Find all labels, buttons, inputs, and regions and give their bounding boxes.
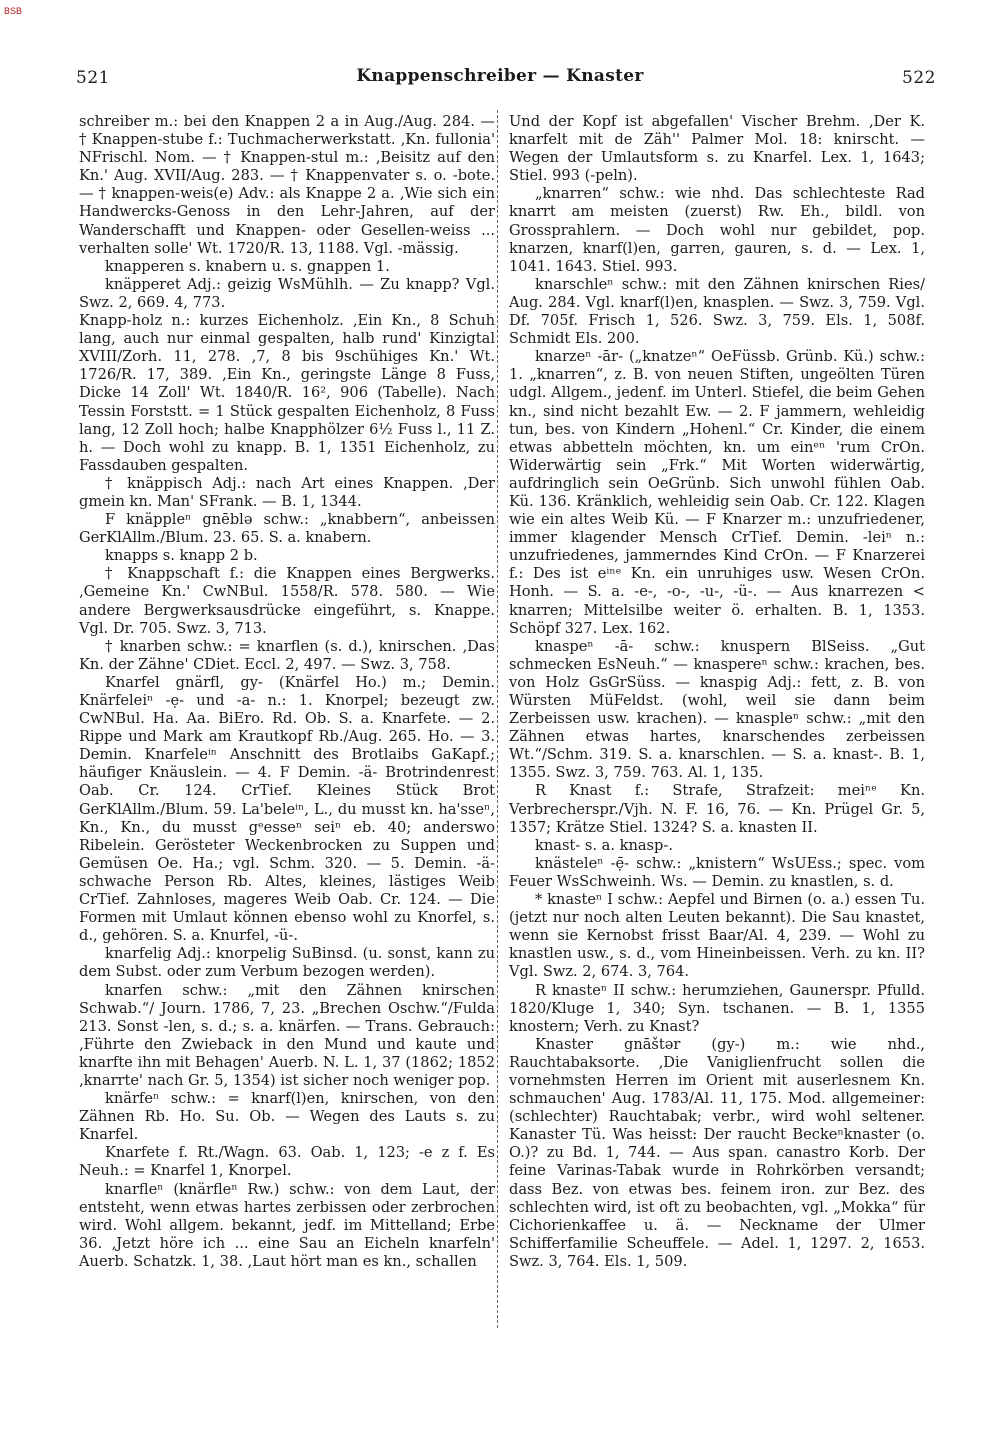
dictionary-entry: † knäppisch Adj.: nach Art eines Knappen. ‚Der gmein kn. Man' SFrank. — B. 1, 1344. — [79, 474, 495, 510]
dictionary-entry: knarfen schw.: „mit den Zähnen knirschen Schwab.“/ Journ. 1786, 7, 23. „Brechen Oschw.“/Fulda 213. Sonst -len, s. d.; s. a. knärfen. — Trans. Gebrauch: ‚Führte den Zwieback in den Mund und kaute und knarfte ihn mit Behagen' Auerb. N. L. 1, 37 (1862; 1852 ‚knarrte' nach Gr. 5, 1354) ist sicher noch weniger pop. — [79, 981, 495, 1089]
dictionary-entry: Knaster gnāštər (gy-) m.: wie nhd., Rauchtabaksorte. ‚Die Vaniglienfrucht sollen die vornehmsten Herren im Orient mit auserlesnem Kn. schmauchen' Aug. 1783/Al. 11, 175. Mod. allgemeiner: (schlechter) Rauchtabak; verbr., wird wohl seltener. Kanaster Tü. Was heisst: Der raucht Beckeⁿknaster (o. O.)? zu Bd. 1, 744. — Aus span. canastro Korb. Der feine Varinas-Tabak wurde in Rohrkörben versandt; dass Bez. von etwas bes. feinem iron. zur Bez. des schlechten wird, ist oft zu beobachten, vgl. „Mokka“ für Cichorienkaffee u. ä. — Neckname der Ulmer Schifferfamilie Scheuffele. — Adel. 1, 1297. 2, 1653. Swz. 3, 764. Els. 1, 509. — [509, 1035, 925, 1270]
dictionary-entry: Und der Kopf ist abgefallen' Vischer Brehm. ‚Der K. knarfelt mit de Zäh'' Palmer Mol. 18: knirscht. — Wegen der Umlautsform s. zu Knarfel. Lex. 1, 1643; Stiel. 993 (-peln). — [509, 113, 925, 185]
dictionary-entry: knäpperet Adj.: geizig WsMühlh. — Zu knapp? Vgl. Swz. 2, 669. 4, 773. — [79, 275, 495, 311]
dictionary-entry: knapps s. knapp 2 b. — [105, 547, 258, 565]
dictionary-entry: knarfelig Adj.: knorpelig SuBinsd. (u. sonst, kann zu dem Subst. oder zum Verbum bezogen werden). — [79, 945, 495, 981]
dictionary-entry: Knarfel gnärfl, gy- (Knärfel Ho.) m.; Demin. Knärfeleiⁿ -ẹ- und -a- n.: 1. Knorpel; bezeugt zw. CwNBul. Ha. Aa. BiEro. Rd. Ob. S. a. Knarfete. — 2. Rippe und Mark am Krautkopf Rb./Aug. 265. Ho. — 3. Demin. Knarfeleⁱⁿ Anschnitt des Brotlaibs GaKapf.; häufiger Knäuslein. — 4. F Demin. -ä- Brotrindenrest Oab. Cr. 124. CrTief. Kleines Stück Brot GerKlAllm./Blum. 59. La'beleⁱⁿ, L., du musst kn. ha'sseⁿ, Kn., Kn., du musst gᵉesseⁿ seiⁿ eb. 40; anderswo Ribelein. Gerösteter Weckenbrocken zu Suppen und Gemüsen Oe. Ha.; vgl. Schm. 320. — 5. Demin. -ä- schwache Person Rb. Altes, kleines, lästiges Weib CrTief. Zahnloses, mageres Weib Oab. Cr. 124. — Die Formen mit Umlaut können ebenso wohl zu Knorfel, s. d., gehören. S. a. Knurfel, -ü-. — [79, 673, 495, 945]
page-number-right: 522 — [902, 68, 936, 88]
left-column — [79, 113, 495, 1271]
dictionary-entry: knaspeⁿ -ā- schw.: knuspern BlSeiss. „Gut schmecken EsNeuh.“ — knaspereⁿ schw.: krachen, bes. von Holz GsGrSüss. — knaspig Adj.: fett, z. B. von Würsten MüFeldst. (wohl, weil sie dann beim Zerbeissen usw. krachen). — knaspleⁿ schw.: „mit den Zähnen etwas hartes, knarschendes zerbeissen Wt.“/Schm. 319. S. a. knarschlen. — S. a. knast-. B. 1, 1355. Swz. 3, 759. 763. Al. 1, 135. — [509, 637, 925, 782]
dictionary-entry: knarzeⁿ -ār- („knatzeⁿ“ OeFüssb. Grünb. Kü.) schw.: 1. „knarren“, z. B. von neuen Stiften, ungeölten Türen udgl. Allgem., jedenf. im Unterl. Stiefel, die beim Gehen kn., sind nicht bezahlt Ew. — 2. F jammern, wehleidig tun, bes. von Kindern „Hohenl.“ Cr. Kinder, die einem etwas abbetteln möchten, kn. um einᵉⁿ 'rum CrOn. Widerwärtig sein „Frk.“ Mit Worten widerwärtig, aufdringlich sein OeGrünb. Sich unwohl fühlen Oab. Kü. 136. Kränklich, wehleidig sein Oab. Cr. 122. Klagen wie ein altes Weib Kü. — F Knarzer m.: unzufriedener, immer klagender Mensch CrTief. Demin. -leiⁿ n.: unzufriedenes, jammerndes Kind CrOn. — F Knarzerei f.: Des ist eⁱⁿᵉ Kn. ein unruhiges usw. Wesen CrOn. Honh. — S. a. -e-, -o-, -u-, -ü-. — Aus knarrezen < knarren; Mittelsilbe weiter ö. erhalten. B. 1, 1353. Schöpf 327. Lex. 162. — [509, 348, 925, 637]
dictionary-entry: knapperen s. knabern u. s. gnappen 1. — [105, 257, 390, 275]
dictionary-entry: * knasteⁿ I schw.: Aepfel und Birnen (o. a.) essen Tu. (jetzt nur noch alten Leuten bekannt). Die Sau knastet, wenn sie Kernobst frisst Baar/Al. 4, 239. — Wohl zu knastlen usw., s. d., vom Hineinbeissen. Verh. zu kn. II? Vgl. Swz. 2, 674. 3, 764. — [509, 891, 925, 981]
dictionary-entry: knast- s. a. knasp-. — [535, 836, 673, 854]
dictionary-entry: Knarfete f. Rt./Wagn. 63. Oab. 1, 123; -e z f. Es Neuh.: = Knarfel 1, Knorpel. — [79, 1144, 495, 1180]
dictionary-entry: „knarren“ schw.: wie nhd. Das schlechteste Rad knarrt am meisten (zuerst) Rw. Eh., bildl. von Grossprahlern. — Doch wohl nur gebildet, pop. knarzen, knarf(l)en, garren, gauren, s. d. — Lex. 1, 1041. 1643. Stiel. 993. — [509, 185, 925, 275]
library-stamp: BSB — [4, 6, 23, 16]
column-divider — [497, 110, 498, 1328]
page-number-left: 521 — [76, 68, 110, 88]
dictionary-entry: knarschleⁿ schw.: mit den Zähnen knirschen Ries/ Aug. 284. Vgl. knarf(l)en, knasplen. — Swz. 3, 759. Vgl. Df. 705f. Frisch 1, 526. Swz. 3, 759. Els. 1, 508f. Schmidt Els. 200. — [509, 275, 925, 348]
dictionary-entry: R Knast f.: Strafe, Strafzeit: meiⁿᵉ Kn. Verbrecherspr./Vjh. N. F. 16, 76. — Kn. Prügel Gr. 5, 1357; Krätze Stiel. 1324? S. a. knasten II. — [509, 782, 925, 836]
dictionary-entry: † knarben schw.: = knarflen (s. d.), knirschen. ‚Das Kn. der Zähne' CDiet. Eccl. 2, 497. — Swz. 3, 758. — [79, 637, 495, 673]
dictionary-entry: Knapp-holz n.: kurzes Eichenholz. ‚Ein Kn., 8 Schuh lang, auch nur einmal gespalten, halb rund' Kinzigtal XVIII/Zorh. 11, 278. ‚7, 8 bis 9schühiges Kn.' Wt. 1726/R. 17, 389. ‚Ein Kn., geringste Länge 8 Fuss, Dicke 14 Zoll' Wt. 1840/R. 16², 906 (Tabelle). Nach Tessin Forststt. = 1 Stück gespalten Eichenholz, 8 Fuss lang, 12 Zoll hoch; halbe Knapphölzer 6½ Fuss l., 11 Z. h. — Doch wohl zu knapp. B. 1, 1351 Eichenholz, zu Fassdauben gespalten. — [79, 312, 495, 474]
dictionary-entry: knärfeⁿ schw.: = knarf(l)en, knirschen, von den Zähnen Rb. Ho. Su. Ob. — Wegen des Lauts s. zu Knarfel. — [79, 1090, 495, 1144]
right-column — [509, 113, 925, 1271]
dictionary-entry: † Knappschaft f.: die Knappen eines Bergwerks. ‚Gemeine Kn.' CwNBul. 1558/R. 578. 580. — Wie andere Bergwerksausdrücke eingeführt, s. Knappe. Vgl. Dr. 705. Swz. 3, 713. — [79, 565, 495, 637]
dictionary-entry: F knäppleⁿ gnēblə schw.: „knabbern“, anbeissen GerKlAllm./Blum. 23. 65. S. a. knabern. — [79, 511, 495, 547]
running-title: Knappenschreiber — Knaster — [356, 66, 644, 86]
dictionary-entry: knästeleⁿ -ẹ̄- schw.: „knistern“ WsUEss.; spec. vom Feuer WsSchweinh. Ws. — Demin. zu knastlen, s. d. — [509, 854, 925, 890]
dictionary-entry: knarfleⁿ (knärfleⁿ Rw.) schw.: von dem Laut, der entsteht, wenn etwas hartes zerbissen oder zerbrochen wird. Wohl allgem. bekannt, jedf. im Mittelland; Erbe 36. ‚Jetzt höre ich ... eine Sau an Eicheln knarfeln' Auerb. Schatzk. 1, 38. ‚Laut hört man es kn., schallen — [79, 1180, 495, 1270]
dictionary-entry: R knasteⁿ II schw.: herumziehen, Gaunerspr. Pfulld. 1820/Kluge 1, 340; Syn. tschanen. — B. 1, 1355 knostern; Verh. zu Knast? — [509, 981, 925, 1035]
dictionary-entry: schreiber m.: bei den Knappen 2 a in Aug./Aug. 284. — † Knappen-stube f.: Tuchmacherwerkstatt. ‚Kn. fullonia' NFrischl. Nom. — † Knappen-stul m.: ‚Beisitz auf den Kn.' Aug. XVII/Aug. 283. — † Knappenvater s. o. -bote. — † knappen-weis(e) Adv.: als Knappe 2 a. ‚Wie sich ein Handwercks-Genoss in den Lehr-Jahren, auf der Wanderschafft und Knappen- oder Gesellen-weiss ... verhalten solle' Wt. 1720/R. 13, 1188. Vgl. -mässig. — [79, 113, 495, 257]
